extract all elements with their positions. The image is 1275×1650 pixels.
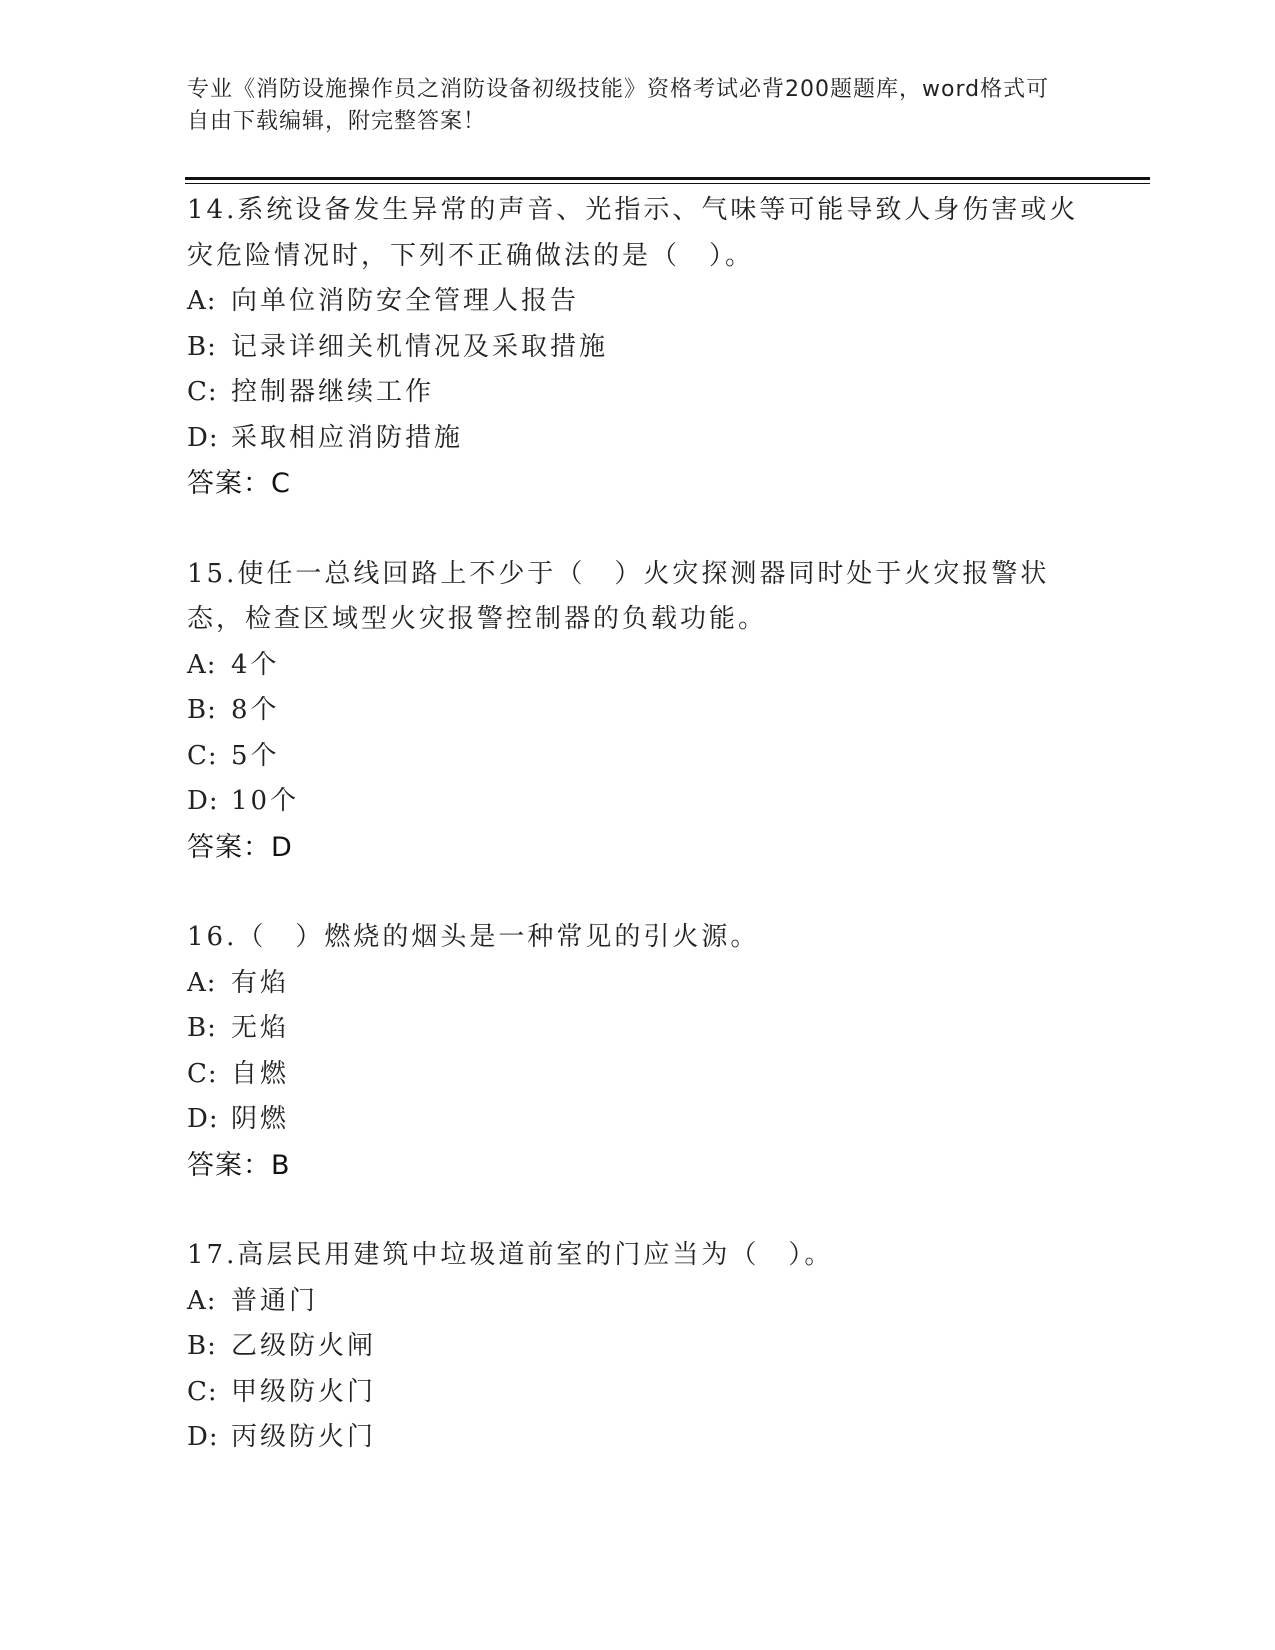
option-text: 阴燃 (231, 1104, 290, 1134)
option-b (187, 325, 1087, 371)
option-letter: D: (187, 422, 219, 453)
option-a (187, 1279, 1087, 1325)
option-d (187, 416, 1087, 462)
answer-line: 答案：D (187, 831, 293, 863)
option-b (187, 1324, 1087, 1370)
question-15 (187, 552, 1087, 871)
option-letter: B: (187, 1013, 217, 1043)
option-letter: C: (187, 740, 218, 771)
option-text: 无焰 (231, 1013, 290, 1043)
question-16 (187, 915, 1087, 1188)
header-rule-thin (185, 183, 1150, 184)
option-letter: B: (187, 695, 217, 725)
option-letter: A: (187, 1285, 217, 1316)
answer-line: 答案：C (187, 468, 291, 499)
question-stem: 17.高层民用建筑中垃圾道前室的门应当为（ ）。 (187, 1240, 834, 1270)
option-letter: C: (187, 377, 218, 407)
option-letter: B: (187, 1331, 217, 1361)
question-stem: 16.（ ）燃烧的烟头是一种常见的引火源。 (187, 922, 760, 952)
question-list (187, 188, 1087, 1461)
option-text: 控制器继续工作 (231, 377, 435, 407)
option-a (187, 643, 1087, 689)
question-14 (187, 188, 1087, 507)
option-c (187, 1052, 1087, 1098)
option-text: 丙级防火门 (231, 1422, 377, 1452)
answer-line: 答案：B (187, 1149, 291, 1181)
option-letter: B: (187, 331, 217, 362)
option-letter: D: (187, 786, 219, 816)
option-c (187, 1370, 1087, 1416)
option-text: 普通门 (231, 1285, 319, 1316)
option-letter: A: (187, 286, 217, 316)
option-c (187, 370, 1087, 416)
option-text: 5个 (231, 740, 280, 771)
option-text: 记录详细关机情况及采取措施 (231, 331, 609, 362)
option-text: 乙级防火闸 (231, 1331, 377, 1361)
option-a (187, 961, 1087, 1007)
option-letter: C: (187, 1058, 218, 1089)
option-text: 8个 (231, 695, 280, 725)
option-text: 自燃 (231, 1058, 290, 1089)
option-b (187, 688, 1087, 734)
option-letter: D: (187, 1422, 219, 1452)
option-d (187, 779, 1087, 825)
question-17 (187, 1233, 1087, 1461)
option-letter: D: (187, 1104, 219, 1134)
option-text: 有焰 (231, 967, 290, 998)
option-text: 甲级防火门 (231, 1376, 377, 1407)
option-text: 10个 (231, 786, 300, 816)
option-b (187, 1006, 1087, 1052)
option-text: 向单位消防安全管理人报告 (231, 286, 580, 316)
option-d (187, 1097, 1087, 1143)
option-letter: A: (187, 649, 217, 680)
document-header: 专业《消防设施操作员之消防设备初级技能》资格考试必背200题题库，word格式可自由下载编辑，附完整答案！ (187, 77, 1050, 134)
option-text: 采取相应消防措施 (231, 422, 464, 453)
option-letter: A: (187, 967, 217, 998)
option-text: 4个 (231, 649, 280, 680)
question-stem: 14.系统设备发生异常的声音、光指示、气味等可能导致人身伤害或火灾危险情况时，下列不正确做法的是（ ）。 (187, 195, 1079, 271)
question-stem: 15.使任一总线回路上不少于（ ）火灾探测器同时处于火灾报警状态，检查区域型火灾报警控制器的负载功能。 (187, 558, 1050, 634)
header-rule-thick (185, 177, 1150, 180)
option-letter: C: (187, 1376, 218, 1407)
option-c (187, 734, 1087, 780)
option-a (187, 279, 1087, 325)
option-d (187, 1415, 1087, 1461)
